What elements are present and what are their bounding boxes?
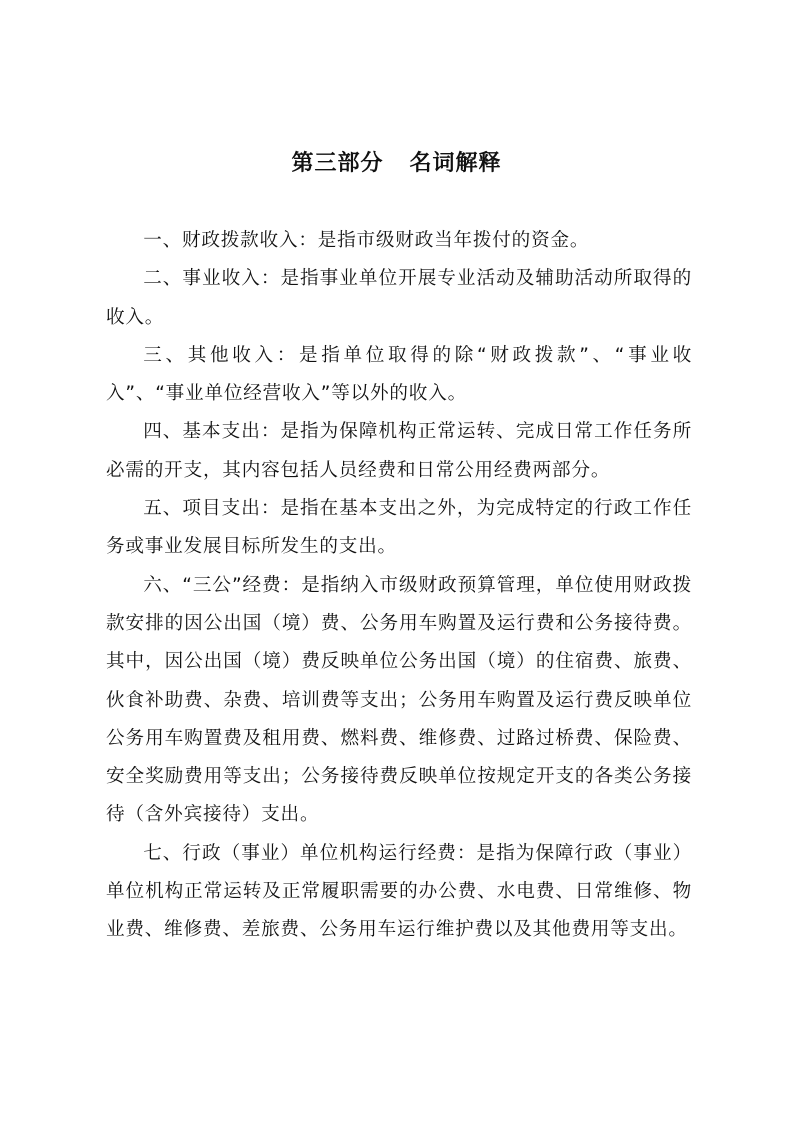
paragraph-operating-expenses: 七、行政（事业）单位机构运行经费：是指为保障行政（事业）单位机构正常运转及正常履职需要的办公费、水电费、日常维修、物业费、维修费、差旅费、公务用车运行维护费以及其他费用等支出。 xyxy=(106,842,692,941)
paragraph-fiscal-appropriation-income: 一、财政拨款收入：是指市级财政当年拨付的资金。 xyxy=(143,230,590,251)
page-title xyxy=(0,146,793,182)
paragraph-other-income: 三、其他收入：是指单位取得的除“财政拨款”、“事业收入”、“事业单位经营收入”等以外的收入。 xyxy=(106,344,692,405)
paragraph-business-income: 二、事业收入：是指事业单位开展专业活动及辅助活动所取得的收入。 xyxy=(106,268,692,328)
paragraph-three-public-expenses: 六、“三公”经费：是指纳入市级财政预算管理，单位使用财政拨款安排的因公出国（境）费、公务用车购置及运行费和公务接待费。其中，因公出国（境）费反映单位公务出国（境）的住宿费、旅费、伙食补助费、杂费、培训费等支出；公务用车购置及运行费反映单位公务用车购置费及租用费、燃料费、维修费、过路过桥费、保险费、安全奖励费用等支出；公务接待费反映单位按规定开支的各类公务接待（含外宾接待）支出。 xyxy=(106,574,692,826)
document-body xyxy=(106,222,692,950)
paragraph-project-expenditure: 五、项目支出：是指在基本支出之外，为完成特定的行政工作任务或事业发展目标所发生的支出。 xyxy=(106,498,692,558)
paragraph-basic-expenditure: 四、基本支出：是指为保障机构正常运转、完成日常工作任务所必需的开支，其内容包括人员经费和日常公用经费两部分。 xyxy=(106,421,692,481)
title-part: 第三部分 xyxy=(291,151,384,176)
title-main: 名词解释 xyxy=(409,151,502,176)
